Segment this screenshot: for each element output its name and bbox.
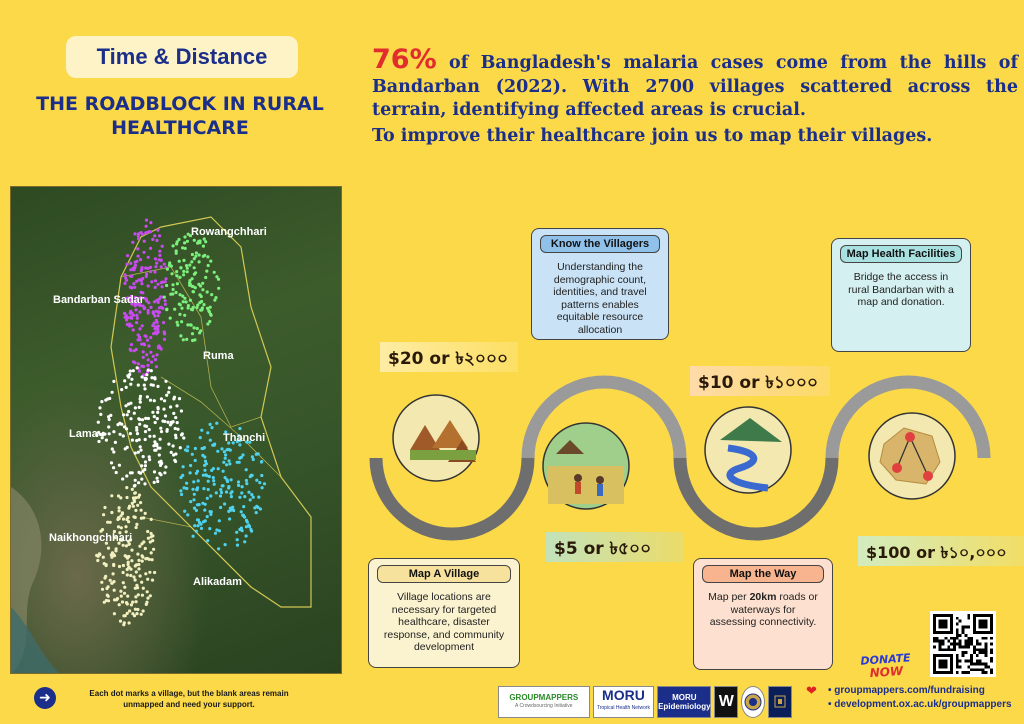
- card-title: Map Health Facilities: [840, 245, 962, 263]
- topic-pill: Time & Distance: [66, 36, 298, 78]
- card-body: Village locations are necessary for targeted healthcare, disaster response, and community development: [383, 591, 505, 653]
- call-to-action: To improve their healthcare join us to map their villages.: [372, 125, 933, 146]
- arrow-right-icon: ➜: [34, 687, 56, 709]
- wellcome-logo: W: [714, 686, 738, 718]
- villagers-illustration: [543, 423, 629, 509]
- intro-text: of Bangladesh's malaria cases come from the hills of Bandarban (2022). With 2700 villages scattered across the terrain, identifying affected areas is crucial.: [372, 53, 1018, 120]
- link-fundraising[interactable]: • groupmappers.com/fundraising: [828, 685, 985, 696]
- village-huts-illustration: [393, 395, 479, 481]
- card-know-villagers: [531, 228, 669, 340]
- donate-line2: NOW: [869, 663, 904, 681]
- moru-logo: [593, 686, 655, 718]
- partner-logos: [498, 686, 792, 718]
- card-map-the-way: [693, 558, 833, 670]
- card-body-bold: 20km: [749, 591, 777, 603]
- links-list: [810, 684, 1022, 712]
- page-headline: THE ROADBLOCK IN RURAL HEALTHCARE: [36, 93, 324, 139]
- donation-qr-code[interactable]: [930, 611, 996, 677]
- groupmappers-tagline: A Crowdsourcing Initiative: [515, 703, 573, 709]
- label-naikhongchhari: Naikhongchhari: [49, 532, 133, 544]
- card-title: Map A Village: [377, 565, 511, 583]
- groupmappers-name: GROUPMAPPERS: [509, 693, 579, 702]
- moru-epi-name: MORU: [672, 693, 697, 702]
- link-development-text: development.ox.ac.uk/groupmappers: [834, 699, 1012, 710]
- price-tag-5: $5 or ৳৫০০: [546, 532, 684, 562]
- card-title: Know the Villagers: [540, 235, 660, 253]
- card-body-pre: Map per: [708, 591, 750, 603]
- price-tag-100: $100 or ৳১০,০০০: [858, 536, 1024, 566]
- label-ruma: Ruma: [203, 350, 234, 362]
- card-map-health-facilities: [831, 238, 971, 352]
- card-body: Understanding the demographic count, identities, and travel patterns enables equitable resource allocation: [553, 261, 647, 336]
- groupmappers-logo: [498, 686, 590, 718]
- oxford-logo: [768, 686, 792, 718]
- card-body: Bridge the access in rural Bandarban with a map and donation.: [848, 271, 954, 308]
- river-road-illustration: [705, 407, 791, 493]
- university-seal-logo: [741, 686, 765, 718]
- moru-epidemiology-logo: [657, 686, 711, 718]
- card-body-post: roads or waterways for assessing connectivity.: [709, 591, 818, 628]
- label-alikadam: Alikadam: [193, 576, 242, 588]
- card-map-a-village: [368, 558, 520, 668]
- label-lama: Lama: [69, 428, 98, 440]
- moru-epi-tagline: Epidemiology: [658, 702, 711, 711]
- label-bandarban: Bandarban Sadar: [53, 294, 145, 306]
- card-body: [694, 583, 832, 637]
- highlight-stat: 76%: [372, 44, 437, 75]
- link-fundraising-text: groupmappers.com/fundraising: [834, 685, 985, 696]
- heart-location-icon: ❤: [806, 684, 817, 699]
- price-tag-10: $10 or ৳১০০০: [690, 366, 830, 396]
- moru-name: MORU: [602, 687, 645, 703]
- price-tag-20: $20 or ৳২০০০: [380, 342, 518, 372]
- moru-tagline: Tropical Health Network: [596, 705, 651, 711]
- card-title: Map the Way: [702, 565, 824, 583]
- donate-now-button[interactable]: [857, 652, 915, 680]
- label-thanchi: Thanchi: [223, 432, 266, 444]
- link-development[interactable]: • development.ox.ac.uk/groupmappers: [828, 699, 1012, 710]
- map-footnote: Each dot marks a village, but the blank areas remain unmapped and need your support.: [89, 689, 289, 709]
- health-facility-map-illustration: [869, 413, 955, 499]
- label-rowangchhari: Rowangchhari: [191, 226, 267, 238]
- donate-line1: DONATE: [860, 651, 912, 668]
